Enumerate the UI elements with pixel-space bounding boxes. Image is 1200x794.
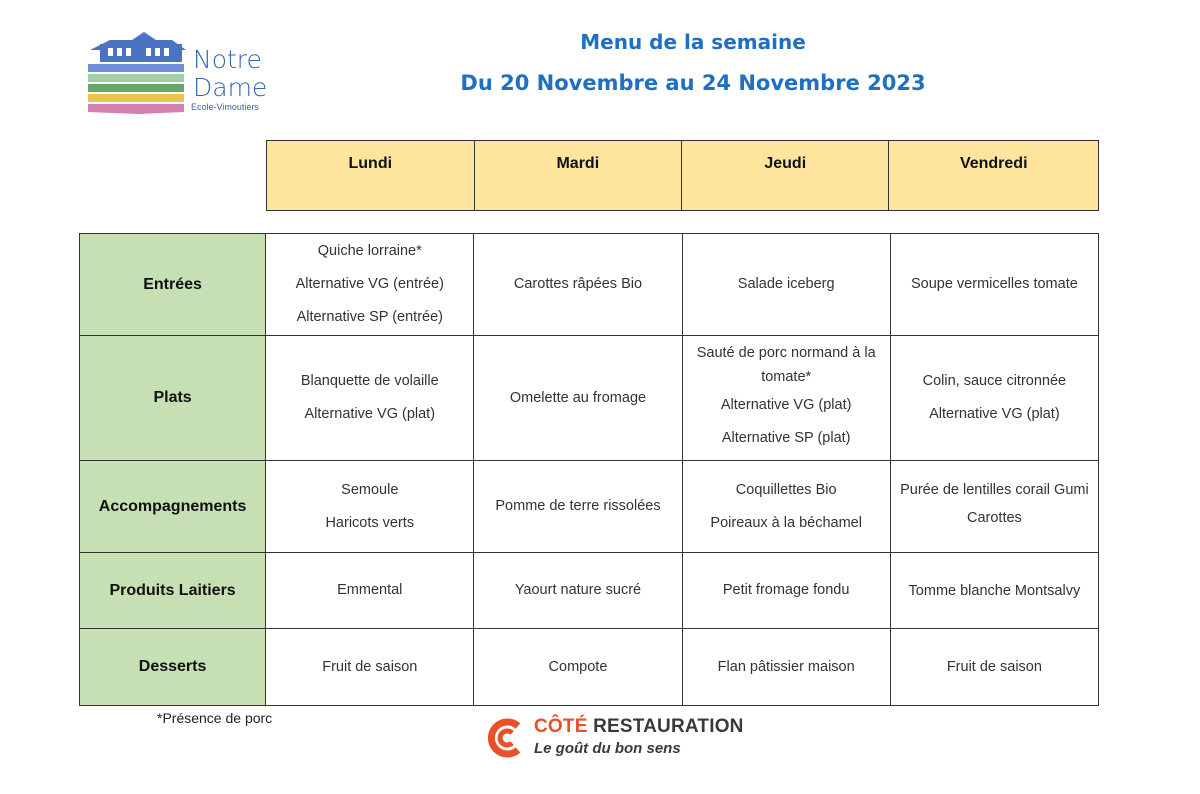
dish: Coquillettes Bio <box>735 481 837 498</box>
dish: Fruit de saison <box>946 658 1042 675</box>
dish: Emmental <box>337 582 403 598</box>
menu-cell <box>682 553 890 629</box>
menu-cell <box>474 461 682 553</box>
menu-cell <box>890 553 1098 629</box>
brand-c-icon <box>484 716 528 760</box>
dish: Omelette au fromage <box>509 389 647 406</box>
dish: Semoule <box>341 481 399 498</box>
menu-cell <box>682 336 890 461</box>
dish: Alternative VG (entrée) <box>295 276 444 292</box>
dish: Alternative VG (plat) <box>720 397 852 413</box>
pork-footnote: *Présence de porc <box>157 710 273 726</box>
day-header-mardi: Mardi <box>474 141 681 211</box>
dish: Poireaux à la béchamel <box>710 514 862 531</box>
brand-slogan: Le goût du bon sens <box>534 740 681 757</box>
menu-cell <box>266 234 474 336</box>
day-header-jeudi: Jeudi <box>682 141 889 211</box>
dish: Alternative SP (entrée) <box>296 309 443 325</box>
menu-row-produits-laitiers <box>80 553 1099 629</box>
page-title: Menu de la semaine <box>580 30 806 54</box>
dish: Sauté de porc normand à la tomate* <box>696 345 876 385</box>
dish: Alternative SP (plat) <box>721 430 851 446</box>
menu-cell <box>474 629 682 706</box>
menu-cell <box>266 336 474 461</box>
menu-cell <box>266 629 474 706</box>
day-header-table <box>266 140 1099 211</box>
cote-restauration-logo <box>484 714 784 762</box>
dish: Pomme de terre rissolées <box>495 498 661 514</box>
menu-cell <box>682 234 890 336</box>
category-label: Produits Laitiers <box>80 553 266 629</box>
logo-text-notre: Notre <box>193 45 262 74</box>
dish: Haricots verts <box>325 514 415 531</box>
brand-name-part1: CÔTÉ <box>534 716 588 737</box>
menu-row-accompagnements <box>80 461 1099 553</box>
dish: Flan pâtissier maison <box>717 658 855 675</box>
dish: Carottes <box>966 510 1022 526</box>
dish: Fruit de saison <box>322 658 418 675</box>
menu-cell <box>682 461 890 553</box>
dish: Carottes râpées Bio <box>513 276 643 292</box>
date-range: Du 20 Novembre au 24 Novembre 2023 <box>460 71 926 95</box>
category-label: Plats <box>80 336 266 461</box>
menu-cell <box>266 461 474 553</box>
dish: Blanquette de volaille <box>300 373 439 389</box>
dish: Tomme blanche Montsalvy <box>908 582 1081 599</box>
logo-subtitle: Ecole-Vimoutiers <box>191 102 259 112</box>
brand-name-part2: RESTAURATION <box>593 716 744 737</box>
day-header-lundi: Lundi <box>267 141 475 211</box>
dish: Salade iceberg <box>737 276 835 292</box>
category-label: Desserts <box>80 629 266 706</box>
dish: Alternative VG (plat) <box>929 406 1060 422</box>
menu-row-entrees <box>80 234 1099 336</box>
category-label: Accompagnements <box>80 461 266 553</box>
menu-cell <box>890 336 1098 461</box>
menu-cell <box>890 461 1098 553</box>
dish: Colin, sauce citronnée <box>922 373 1067 389</box>
menu-table <box>79 233 1099 706</box>
category-label: Entrées <box>80 234 266 336</box>
dish: Alternative VG (plat) <box>304 406 436 422</box>
menu-row-desserts <box>80 629 1099 706</box>
dish: Soupe vermicelles tomate <box>910 276 1078 292</box>
menu-row-plats <box>80 336 1099 461</box>
menu-cell <box>474 336 682 461</box>
dish: Quiche lorraine* <box>317 243 422 259</box>
menu-cell <box>266 553 474 629</box>
dish: Petit fromage fondu <box>722 582 850 598</box>
dish: Compote <box>548 658 608 675</box>
menu-cell <box>682 629 890 706</box>
menu-cell <box>890 234 1098 336</box>
menu-cell <box>474 234 682 336</box>
logo-text-dame: Dame <box>193 73 268 102</box>
dish: Purée de lentilles corail Gumi <box>900 482 1089 498</box>
brand-name <box>534 716 744 738</box>
dish: Yaourt nature sucré <box>514 582 642 598</box>
menu-cell <box>474 553 682 629</box>
day-header-vendredi: Vendredi <box>889 141 1099 211</box>
menu-cell <box>890 629 1098 706</box>
